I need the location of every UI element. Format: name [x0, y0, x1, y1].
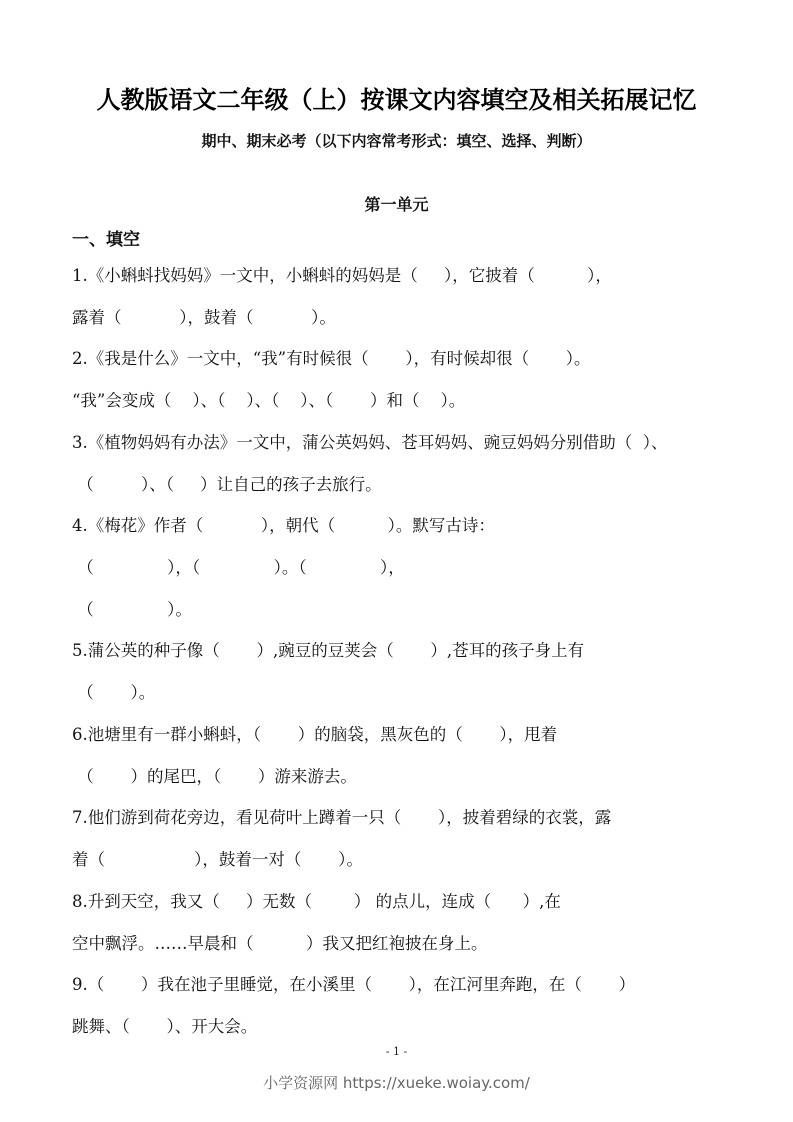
question-3-line-1: 3.《植物妈妈有办法》一文中，蒲公英妈妈、苍耳妈妈、豌豆妈妈分别借助（ ）、	[72, 433, 668, 452]
question-4-line-3: （ ）。	[72, 600, 192, 619]
footer-site-name: 小学资源网	[263, 1074, 339, 1092]
document-subtitle: 期中、期末必考（以下内容常考形式：填空、选择、判断）	[201, 132, 592, 150]
section-heading: 一、填空	[72, 230, 140, 250]
document-title: 人教版语文二年级（上）按课文内容填空及相关拓展记忆	[96, 85, 697, 114]
question-7-line-2: 着（ ），鼓着一对（ ）。	[72, 850, 363, 869]
footer-watermark	[0, 1072, 793, 1093]
question-8-line-2: 空中飘浮。……早晨和（ ）我又把红袍披在身上。	[72, 934, 488, 953]
footer-url[interactable]: https://xueke.woiay.com/	[342, 1074, 530, 1092]
question-6-line-1: 6.池塘里有一群小蝌蚪，（ ）的脑袋，黑灰色的（ ），甩着	[72, 725, 558, 744]
page-number: - 1 -	[385, 1045, 408, 1058]
unit-heading: 第一单元	[364, 195, 429, 214]
question-7-line-1: 7.他们游到荷花旁边，看见荷叶上蹲着一只（ ），披着碧绿的衣裳，露	[72, 808, 612, 827]
question-9-line-2: 跳舞、（ ）、开大会。	[72, 1017, 258, 1036]
question-1-line-1: 1.《小蝌蚪找妈妈》一文中，小蝌蚪的妈妈是（ ），它披着（ ），	[72, 266, 612, 285]
question-6-line-2: （ ）的尾巴，（ ）游来游去。	[72, 767, 357, 786]
question-2-line-1: 2.《我是什么》一文中，“我”有时候很（ ），有时候却很（ ）。	[72, 349, 591, 368]
question-2-line-2: “我”会变成（ ）、（ ）、（ ）、（ ）和（ ）。	[72, 391, 466, 410]
question-8-line-1: 8.升到天空，我又（ ）无数（ ） 的点儿，连成（ ）,在	[72, 892, 561, 911]
question-1-line-2: 露着（ ），鼓着（ ）。	[72, 308, 336, 327]
question-3-line-2: （ ）、（ ）让自己的孩子去旅行。	[72, 475, 382, 494]
question-5-line-2: （ ）。	[72, 683, 156, 702]
question-4-line-2: （ ），（ ）。（ ），	[72, 558, 405, 577]
question-5-line-1: 5.蒲公英的种子像（ ）,豌豆的豆荚会（ ）,苍耳的孩子身上有	[72, 641, 585, 660]
question-9-line-1: 9.（ ）我在池子里睡觉，在小溪里（ ），在江河里奔跑，在（ ）	[72, 975, 636, 994]
question-4-line-1: 4.《梅花》作者（ ），朝代（ ）。默写古诗：	[72, 516, 495, 535]
